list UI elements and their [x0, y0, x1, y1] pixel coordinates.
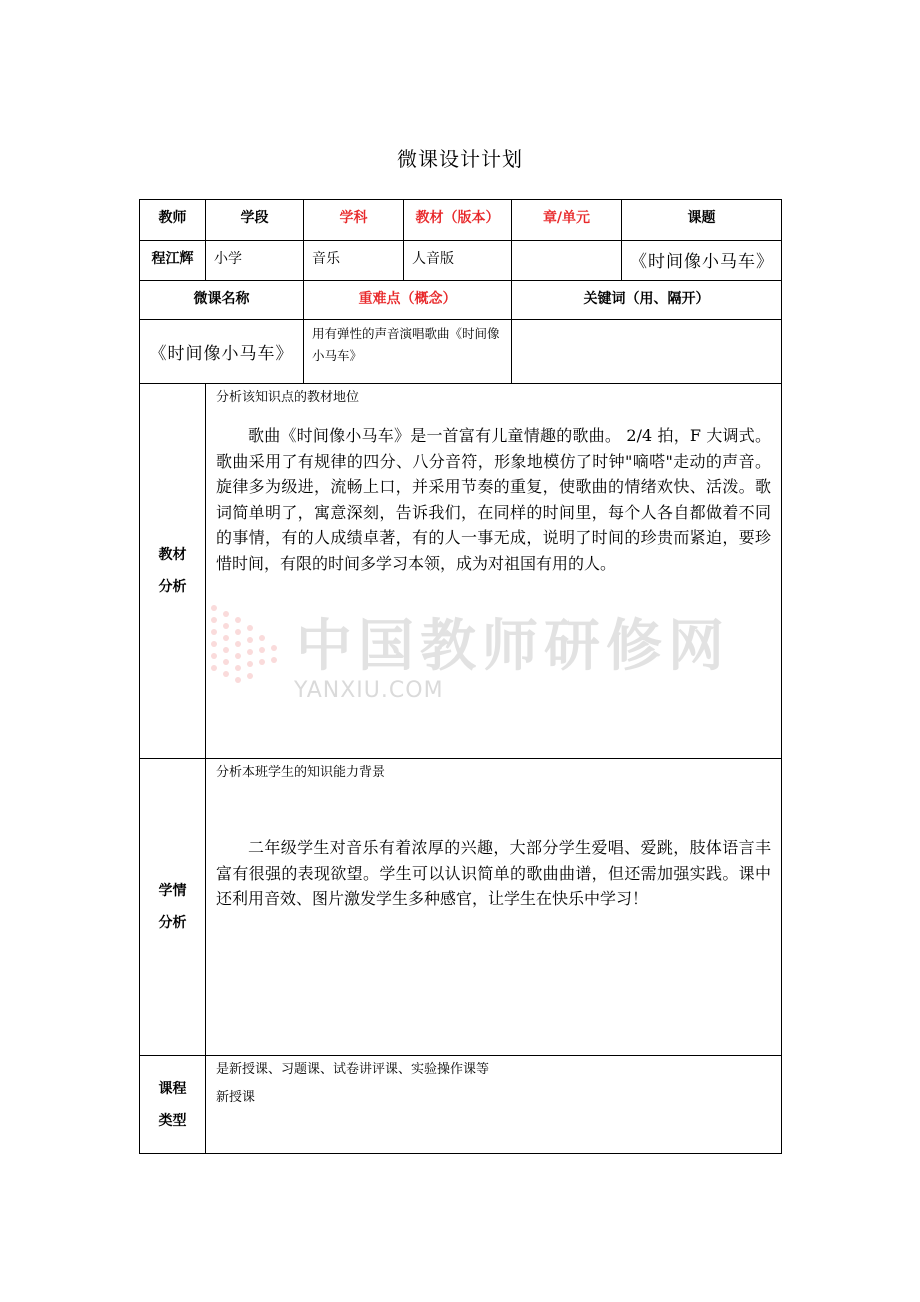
- course-type-row: [140, 1056, 782, 1154]
- header-row: [140, 200, 782, 241]
- watermark-en: YANXIU.COM: [294, 678, 444, 703]
- course-type-lead: 是新授课、习题课、试卷讲评课、实验操作课等: [216, 1062, 490, 1077]
- header2-row: [140, 281, 782, 320]
- textbook-analysis-label-2: 分析: [158, 579, 187, 595]
- student-analysis-lead: 分析本班学生的知识能力背景: [216, 765, 386, 780]
- student-analysis-label: [140, 759, 206, 1056]
- header-key-point: 重难点（概念）: [304, 281, 512, 320]
- header-textbook: 教材（版本）: [404, 200, 512, 241]
- header-chapter: 章/单元: [512, 200, 622, 241]
- textbook-analysis-body: 歌曲《时间像小马车》是一首富有儿童情趣的歌曲。 2/4 拍，F 大调式。歌曲采用了有规律的四分、八分音符，形象地模仿了时钟"嘀嗒"走动的声音。旋律多为级进，流畅上口，并采用节奏的重复，使歌曲的情绪欢快、活泼。歌词简单明了，寓意深刻，告诉我们，在同样的时间里，每个人各自都做着不同的事情，有的人成绩卓著，有的人一事无成，说明了时间的珍贵而紧迫，要珍惜时间，有限的时间多学习本领，成为对祖国有用的人。: [216, 426, 771, 573]
- teacher-name: 程江辉: [140, 241, 206, 281]
- textbook-analysis-row: [140, 384, 782, 759]
- micro-row: [140, 320, 782, 384]
- textbook-analysis-lead: 分析该知识点的教材地位: [216, 390, 360, 405]
- chapter-value: [512, 241, 622, 281]
- header-keywords: 关键词（用、隔开）: [512, 281, 782, 320]
- textbook-analysis-label: [140, 384, 206, 759]
- textbook-analysis-content: [206, 384, 782, 759]
- key-point-value: 用有弹性的声音演唱歌曲《时间像小马车》: [304, 320, 512, 384]
- header-micro-name: 微课名称: [140, 281, 304, 320]
- course-type-label-1: 课程: [158, 1080, 187, 1097]
- student-analysis-body: 二年级学生对音乐有着浓厚的兴趣，大部分学生爱唱、爱跳，肢体语言丰富有很强的表现欲望。学生可以认识简单的歌曲曲谱，但还需加强实践。课中还利用音效、图片激发学生多种感官，让学生在快乐中学习！: [216, 838, 771, 908]
- student-analysis-label-1: 学情: [158, 883, 187, 899]
- header-subject: 学科: [304, 200, 404, 241]
- header-stage: 学段: [206, 200, 304, 241]
- course-type-label: [140, 1056, 206, 1154]
- student-analysis-content: [206, 759, 782, 1056]
- textbook-analysis-label-1: 教材: [158, 547, 187, 563]
- header-topic: 课题: [622, 200, 782, 241]
- header-teacher: 教师: [140, 200, 206, 241]
- course-type-label-2: 类型: [158, 1112, 187, 1129]
- page-title: 微课设计计划: [397, 147, 523, 171]
- watermark-cn: 中国教师研修网: [296, 614, 730, 679]
- student-analysis-label-2: 分析: [158, 915, 187, 931]
- stage-value: 小学: [206, 241, 304, 281]
- micro-name-value: 《时间像小马车》: [140, 320, 304, 384]
- course-type-content: [206, 1056, 782, 1154]
- student-analysis-row: [140, 759, 782, 1056]
- info-row: [140, 241, 782, 281]
- topic-value: 《时间像小马车》: [622, 241, 782, 281]
- plan-table: [139, 199, 782, 1154]
- subject-value: 音乐: [304, 241, 404, 281]
- textbook-value: 人音版: [404, 241, 512, 281]
- course-type-value: 新授课: [216, 1090, 256, 1105]
- keywords-value: [512, 320, 782, 384]
